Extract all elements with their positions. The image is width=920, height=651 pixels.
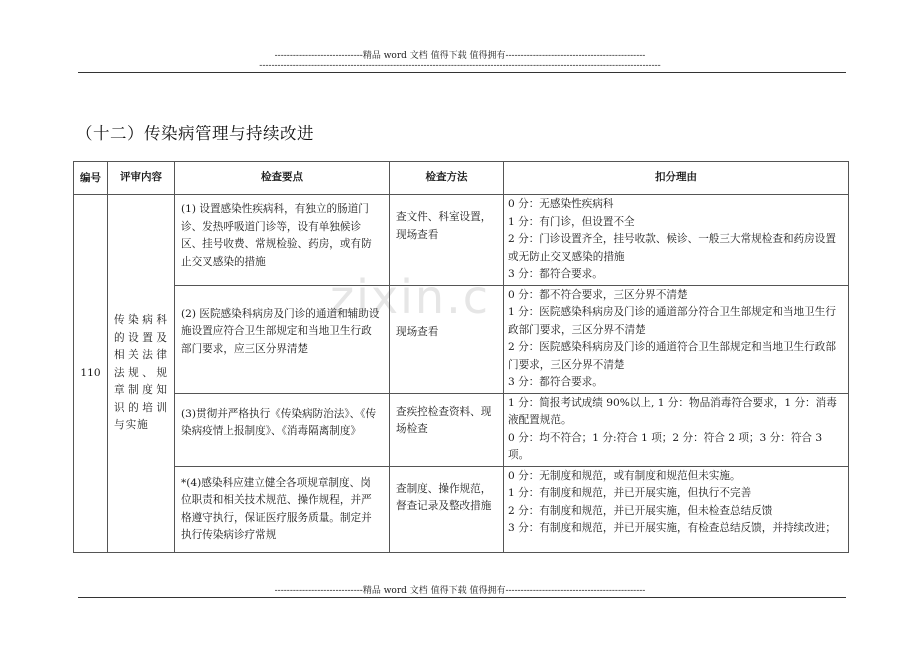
header-reason: 扣分理由 xyxy=(504,162,849,195)
table-row xyxy=(74,195,849,286)
header-points: 检查要点 xyxy=(175,162,390,195)
reason-line: 0 分：均不符合；1 分:符合 1 项；2 分：符合 2 项；3 分：符合 3 项。 xyxy=(508,431,823,461)
reason-line: 2 分：医院感染科病房及门诊的通道符合卫生部规定和当地卫生行政部门要求，三区分界不清楚 xyxy=(508,341,836,371)
check-point: (3)贯彻并严格执行《传染病防治法》、《传染病疫情上报制度》、《消毒隔离制度》 xyxy=(175,393,390,466)
deduction-reasons xyxy=(504,285,849,393)
reason-line: 0 分：都不符合要求，三区分界不清楚 xyxy=(508,288,688,301)
reason-line: 2 分：有制度和规范，并已开展实施，但未检查总结反馈 xyxy=(508,504,773,517)
watermark: zixin.c xyxy=(330,270,490,324)
check-method: 查疾控检查资料、现场检查 xyxy=(390,393,504,466)
check-method: 查制度、操作规范，督查记录及整改措施 xyxy=(390,466,504,552)
check-point: *(4)感染科应建立健全各项规章制度、岗位职责和相关技术规范、操作规程，并严格遵守执行，保证医疗服务质量。制定并执行传染病诊疗常规 xyxy=(175,466,390,552)
page-header-line-1: -----------------------------精品 word 文档 值得下载 值得拥有---------------------------------------------- xyxy=(274,51,646,61)
item-content: 传染病科的设置及相关法律法规、规章制度知识的培训与实施 xyxy=(108,195,175,553)
reason-line: 1 分：医院感染科病房及门诊的通道部分符合卫生部规定和当地卫生行政部门要求，三区分界不清楚 xyxy=(508,306,836,336)
reason-line: 3 分：都符合要求。 xyxy=(508,268,603,280)
reason-line: 1 分：有门诊，但设置不全 xyxy=(508,215,635,228)
check-point: (1) 设置感染性疾病科，有独立的肠道门诊、发热呼吸道门诊等，设有单独候诊区、挂号收费、常规检验、药房，或有防止交叉感染的措施 xyxy=(175,195,390,286)
reason-line: 2 分：门诊设置齐全，挂号收款、候诊、一般三大常规检查和药房设置或无防止交叉感染的措施 xyxy=(508,233,836,263)
page-footer-line: -----------------------------精品 word 文档 值得下载 值得拥有---------------------------------------------- xyxy=(274,586,646,596)
item-number: 110 xyxy=(74,195,108,553)
check-method: 查文件、科室设置，现场查看 xyxy=(390,195,504,286)
header-method: 检查方法 xyxy=(390,162,504,195)
deduction-reasons xyxy=(504,195,849,286)
check-point: (2) 医院感染科病房及门诊的通道和辅助设施设置应符合卫生部规定和当地卫生行政部门要求，应三区分界清楚 xyxy=(175,285,390,393)
table-row xyxy=(74,393,849,466)
header-content: 评审内容 xyxy=(108,162,175,195)
page-header-line-2: ------------------------------------------------------------------------------------------------------------------------------------ xyxy=(259,61,661,71)
table-row xyxy=(74,285,849,393)
header-rule xyxy=(78,72,846,73)
table-header-row xyxy=(74,162,849,195)
deduction-reasons xyxy=(504,466,849,552)
evaluation-table xyxy=(73,161,849,553)
deduction-reasons xyxy=(504,393,849,466)
reason-line: 0 分：无制度和规范，或有制度和规范但未实施。 xyxy=(508,469,741,482)
reason-line: 1 分：有制度和规范，并已开展实施，但执行不完善 xyxy=(508,487,752,499)
reason-line: 3 分：都符合要求。 xyxy=(508,376,603,388)
check-method: 现场查看 xyxy=(390,285,504,393)
section-title: （十二）传染病管理与持续改进 xyxy=(76,124,314,143)
reason-line: 3 分：有制度和规范，并已开展实施，有检查总结反馈，并持续改进； xyxy=(508,522,836,534)
footer-rule xyxy=(78,597,846,598)
reason-line: 1 分：简报考试成绩 90%以上, 1 分：物品消毒符合要求，1 分：消毒液配置规范。 xyxy=(508,396,837,426)
reason-line: 0 分：无感染性疾病科 xyxy=(508,198,614,210)
table-row xyxy=(74,466,849,552)
header-num: 编号 xyxy=(74,162,108,195)
